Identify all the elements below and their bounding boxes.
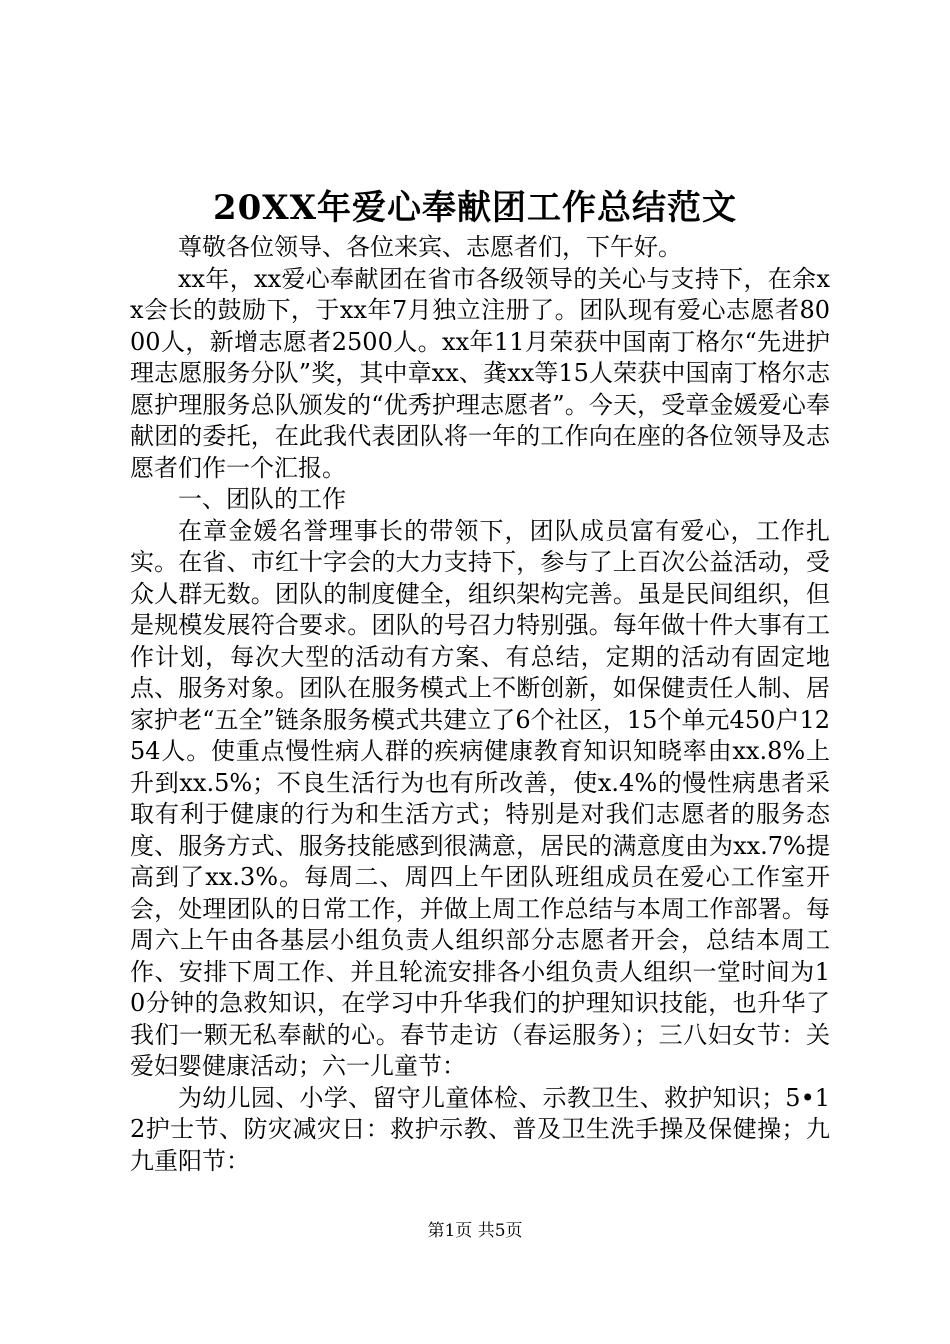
team-work-paragraph: 在章金媛名誉理事长的带领下，团队成员富有爱心，工作扎实。在省、市红十字会的大力支持下，参与了上百次公益活动，受众人群无数。团队的制度健全，组织架构完善。虽是民间组织，但是规模发展符合要求。团队的号召力特别强。每年做十件大事有工作计划，每次大型的活动有方案、有总结，定期的活动有固定地点、服务对象。团队在服务模式上不断创新，如保健责任人制、居家护老“五全”链条服务模式共建立了6个社区，15个单元450户1254人。使重点慢性病人群的疾病健康教育知识知晓率由xx.8%上升到xx.5%；不良生活行为也有所改善，使x.4%的慢性病患者采取有利于健康的行为和生活方式；特别是对我们志愿者的服务态度、服务方式、服务技能感到很满意，居民的满意度由为xx.7%提高到了xx.3%。每周二、周四上午团队班组成员在爱心工作室开会，处理团队的日常工作，并做上周工作总结与本周工作部署。每周六上午由各基层小组负责人组织部分志愿者开会，总结本周工作、安排下周工作、并且轮流安排各小组负责人组织一堂时间为10分钟的急救知识，在学习中升华我们的护理知识技能，也升华了我们一颗无私奉献的心。春节走访（春运服务）；三八妇女节：关爱妇婴健康活动；六一儿童节： (130, 516, 830, 1080)
section-heading: 一、团队的工作 (178, 485, 346, 513)
page-footer: 第1页 共5页 (427, 1221, 523, 1241)
intro-paragraph: xx年，xx爱心奉献团在省市各级领导的关心与支持下，在余xx会长的鼓励下，于xx年7月独立注册了。团队现有爱心志愿者8000人，新增志愿者2500人。xx年11月荣获中国南丁格尔“先进护理志愿服务分队”奖，其中章xx、龚xx等15人荣获中国南丁格尔志愿护理服务总队颁发的“优秀护理志愿者”。今天，受章金媛爱心奉献团的委托，在此我代表团队将一年的工作向在座的各位领导及志愿者们作一个汇报。 (130, 264, 830, 482)
greeting-paragraph: 尊敬各位领导、各位来宾、志愿者们，下午好。 (178, 233, 682, 261)
document-title: 20XX年爱心奉献团工作总结范文 (212, 188, 738, 228)
document-body (130, 232, 830, 1177)
activities-paragraph: 为幼儿园、小学、留守儿童体检、示教卫生、救护知识；5•12护士节、防灾减灾日：救护示教、普及卫生洗手操及保健操；九九重阳节： (130, 1083, 830, 1175)
